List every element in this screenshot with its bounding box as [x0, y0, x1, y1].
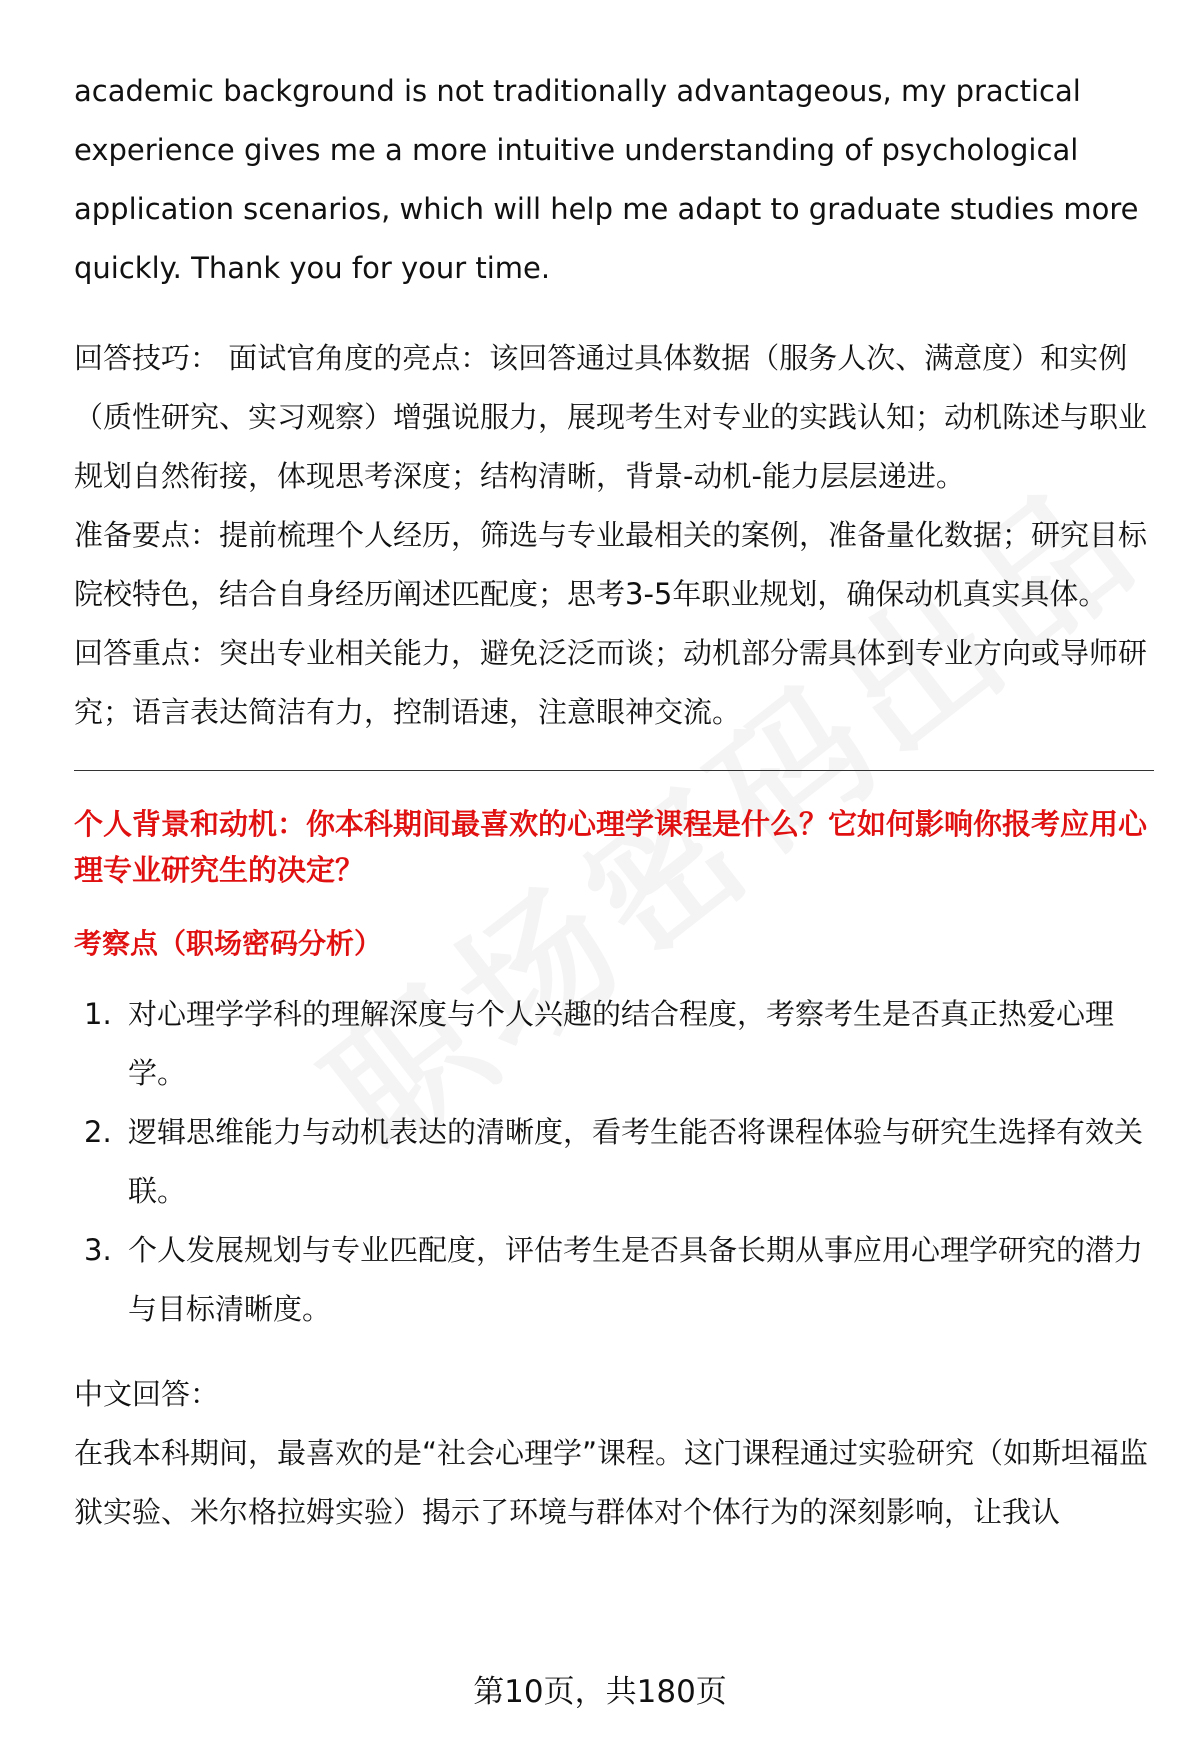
list-item-text: 个人发展规划与专业匹配度，评估考生是否具备长期从事应用心理学研究的潜力与目标清晰度。 [128, 1233, 1144, 1326]
key-points-paragraph: 回答重点：突出专业相关能力，避免泛泛而谈；动机部分需具体到专业方向或导师研究；语言表达简洁有力，控制语速，注意眼神交流。 [74, 636, 1148, 729]
page-number-footer: 第10页，共180页 [473, 1674, 727, 1710]
list-item [74, 1221, 1154, 1339]
chinese-answer-label: 中文回答： [74, 1377, 220, 1411]
preparation-paragraph: 准备要点：提前梳理个人经历，筛选与专业最相关的案例，准备量化数据；研究目标院校特色，结合自身经历阐述匹配度；思考3-5年职业规划，确保动机真实具体。 [74, 518, 1148, 611]
list-item [74, 985, 1154, 1103]
english-answer-paragraph: academic background is not traditionally advantageous, my practical experience gives me a more intuitive understanding of psychological application scenarios, which will help me adapt to graduate studies more quickly. Thank you for your time. [74, 74, 1139, 285]
answer-tips-paragraph: 回答技巧： 面试官角度的亮点：该回答通过具体数据（服务人次、满意度）和实例（质性研究、实习观察）增强说服力，展现考生对专业的实践认知；动机陈述与职业规划自然衔接，体现思考深度；结构清晰，背景-动机-能力层层递进。 [74, 341, 1148, 493]
page-content [74, 62, 1154, 1542]
question-heading: 个人背景和动机：你本科期间最喜欢的心理学课程是什么？它如何影响你报考应用心理专业研究生的决定？ [74, 807, 1148, 887]
tips-section [74, 329, 1154, 742]
list-item-number: 3. [84, 1233, 112, 1267]
list-item-number: 2. [84, 1115, 112, 1149]
list-item-text: 对心理学学科的理解深度与个人兴趣的结合程度，考察考生是否真正热爱心理学。 [128, 997, 1115, 1090]
assessment-list [74, 985, 1154, 1339]
chinese-answer-paragraph: 在我本科期间，最喜欢的是“社会心理学”课程。这门课程通过实验研究（如斯坦福监狱实验、米尔格拉姆实验）揭示了环境与群体对个体行为的深刻影响，让我认 [74, 1436, 1149, 1529]
list-item [74, 1103, 1154, 1221]
list-item-number: 1. [84, 997, 112, 1031]
section-divider [74, 770, 1154, 771]
assessment-heading: 考察点（职场密码分析） [74, 927, 383, 960]
list-item-text: 逻辑思维能力与动机表达的清晰度，看考生能否将课程体验与研究生选择有效关联。 [128, 1115, 1144, 1208]
